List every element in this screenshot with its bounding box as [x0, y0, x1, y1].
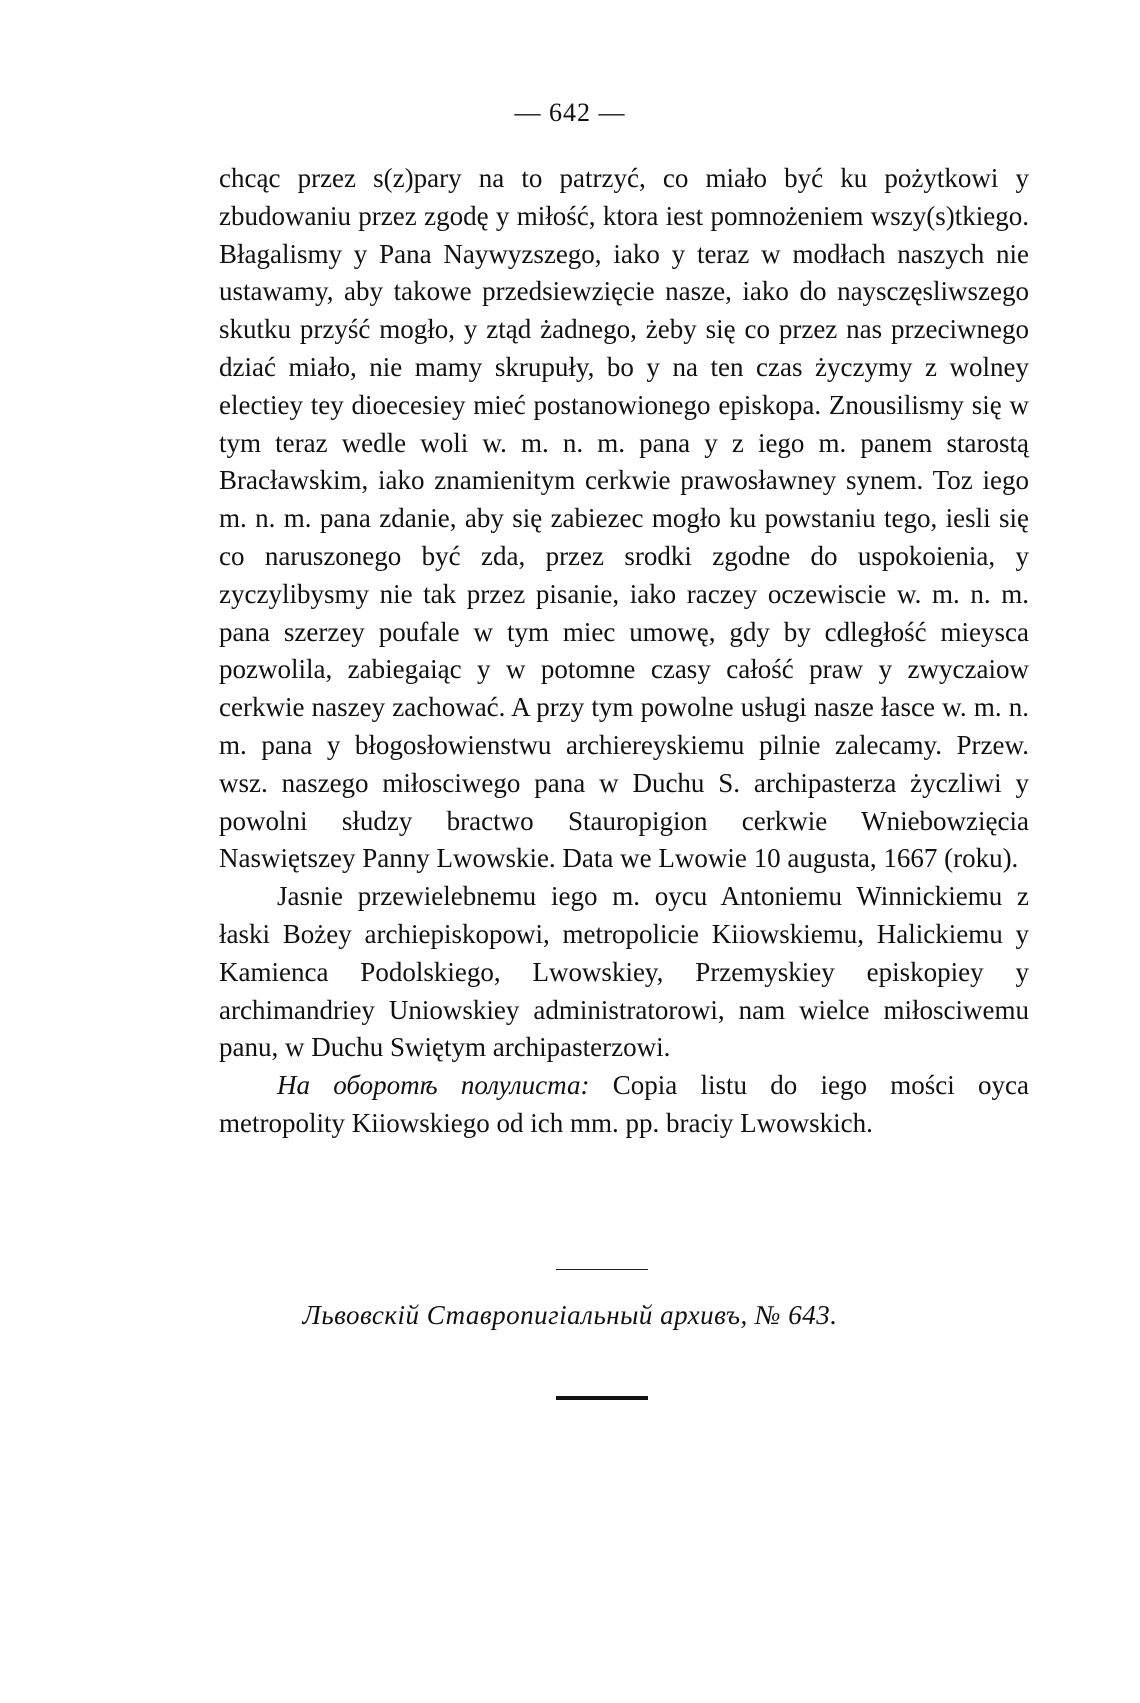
verso-note-paragraph	[219, 1067, 1029, 1143]
page-number: — 642 —	[514, 98, 626, 127]
address-paragraph: Jasnie przewielebnemu iego m. oycu Antoniemu Winnickiemu z łaski Bożey archiepiskopowi, metropolicie Kiiowskiemu, Halickiemu y Kamienca Podolskiego, Lwowskiey, Przemyskiey episkopiey y archimandriey Uniowskiey administratorowi, nam wielce miłosciwemu panu, w Duchu Swiętym archipasterzowi.	[219, 881, 1029, 1063]
verso-note-text: Copia listu do iego mości oyca metropolity Kiiowskiego od ich mm. pp. braciy Lwowskich.	[219, 1070, 1030, 1138]
letter-paragraph: chcąc przez s(z)pary na to patrzyć, co miało być ku pożytkowi y zbudowaniu przez zgodę y miłość, ktora iest pomnożeniem wszy(s)tkiego. Błagalismy y Pana Naywyzszego, iako y teraz w modłach naszych nie ustawamy, aby takowe przedsiewzięcie nasze, iako do naysczęsliwszego skutku przyść mogło, y ztąd żadnego, żeby się co przez nas przeciwnego dziać miało, nie mamy skrupuły, bo y na ten czas życzymy z wolney electiey tey dioecesiey mieć postanowionego episkopa. Znousilismy się w tym teraz wedle woli w. m. n. m. pana y z iego m. panem starostą Bracławskim, iako znamienitym cerkwie prawosławney synem. Toz iego m. n. m. pana zdanie, aby się zabiezec mogło ku powstaniu tego, iesli się co naruszonego być zda, przez srodki zgodne do uspokoienia, y zyczylibysmy nie tak przez pisanie, iako raczey oczewiscie w. m. n. m. pana szerzey poufale w tym miec umowę, gdy by cdległość mieysca pozwolila, zabiegaiąc y w potomne czasy całość praw y zwyczaiow cerkwie naszey zachować. A przy tym powolne usługi nasze łasce w. m. n. m. pana y błogosłowienstwu archiereyskiemu pilnie zalecamy. Przew. wsz. naszego miłosciwego pana w Duchu S. archipasterza życzliwi y powolni słudzy bractwo Stauropigion cerkwie Wniebowzięcia Naswiętszey Panny Lwowskie. Data we Lwowie 10 augusta, 1667 (roku).	[219, 163, 1029, 874]
end-divider-rule	[556, 1396, 648, 1400]
archive-reference: Львовскій Ставропигіальный архивъ, № 643.	[302, 1300, 838, 1330]
short-divider-rule	[556, 1269, 648, 1270]
verso-note-label: На оборотѣ полулиста:	[277, 1070, 590, 1101]
body-text	[219, 160, 1029, 1143]
